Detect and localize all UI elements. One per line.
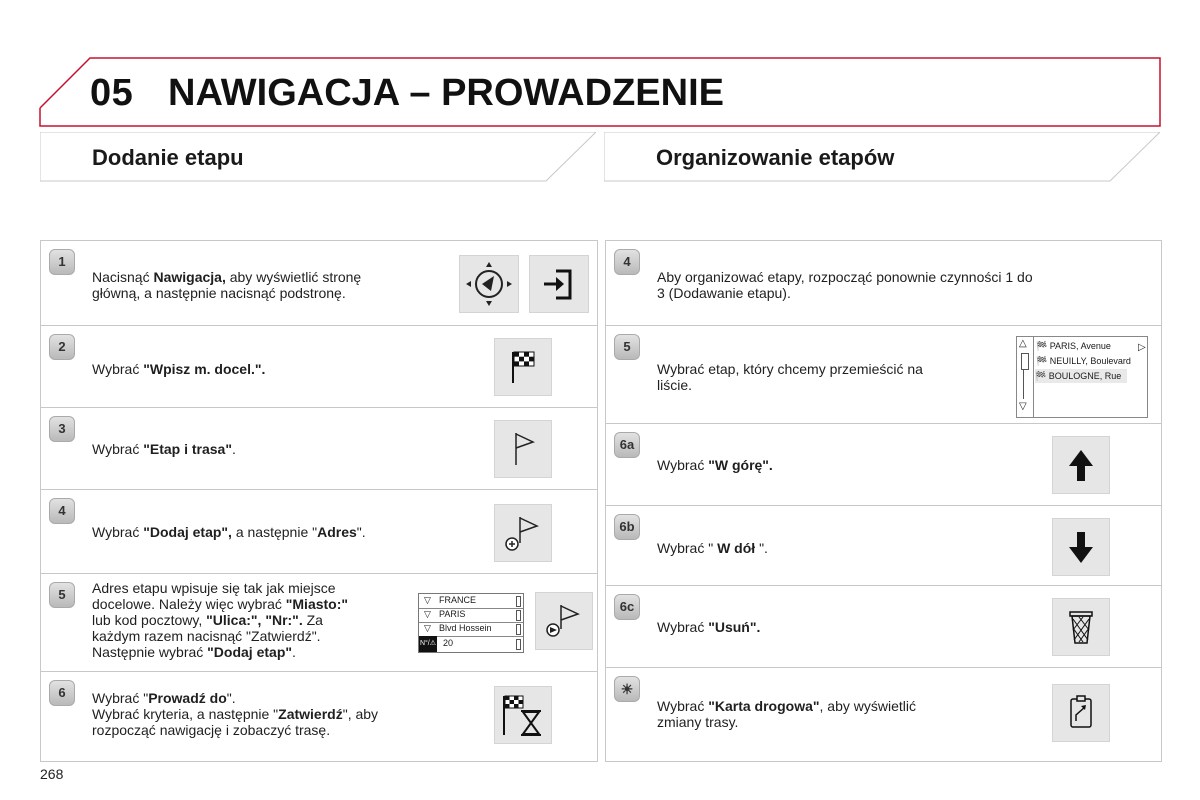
section-header-right (604, 132, 1160, 182)
guidance-hourglass-icon[interactable] (494, 686, 552, 744)
step-badge: 3 (49, 416, 75, 442)
step-row-6c (606, 585, 1161, 668)
chevron-down-icon: ▽ (424, 595, 431, 605)
submenu-arrow-icon[interactable] (529, 255, 589, 313)
step-text: Wybrać " W dół ". (657, 540, 768, 556)
trash-icon[interactable] (1052, 598, 1110, 656)
navigation-dial-icon[interactable] (459, 255, 519, 313)
chevron-down-icon: ▽ (424, 609, 431, 619)
right-steps-panel (605, 240, 1162, 762)
step-badge: 1 (49, 249, 75, 275)
step-row-4 (606, 241, 1161, 325)
step-row-6a (606, 423, 1161, 506)
step-badge: 2 (49, 334, 75, 360)
step-row-2 (41, 325, 597, 408)
section-title: Dodanie etapu (92, 145, 244, 170)
waypoint-name: PARIS, Avenue (1049, 341, 1111, 351)
checkered-flag-icon[interactable] (494, 338, 552, 396)
list-item[interactable] (419, 622, 523, 637)
step-badge: 6 (49, 680, 75, 706)
step-text: Wybrać "Karta drogowa", aby wyświetlić zmiany trasy. (657, 698, 916, 730)
scrollbar-track (1023, 369, 1024, 399)
step-row-6 (41, 671, 597, 762)
arrow-down-icon[interactable] (1052, 518, 1110, 576)
step-badge: 5 (614, 334, 640, 360)
step-text: Wybrać etap, który chcemy przemieścić na liście. (657, 361, 923, 393)
step-text: Wybrać "Dodaj etap", a następnie "Adres". (92, 524, 366, 540)
field-scroll-handle (516, 639, 521, 650)
step-row-5 (41, 573, 597, 672)
chevron-down-icon: ▽ (424, 623, 431, 633)
step-badge: 6b (614, 514, 640, 540)
scroll-down-icon[interactable]: ▽ (1019, 401, 1027, 412)
step-row-3 (41, 407, 597, 490)
step-text: Nacisnąć Nawigacja, aby wyświetlić stronę główną, a następnie nacisnąć podstronę. (92, 269, 362, 301)
chapter-number: 05 (90, 72, 134, 114)
number-field: 20 (443, 638, 454, 648)
waypoint-name: BOULOGNE, Rue (1048, 371, 1122, 381)
list-item[interactable]: 🏁 PARIS, Avenue (1036, 341, 1111, 351)
field-scroll-handle (516, 610, 521, 621)
tip-badge (614, 676, 640, 702)
number-field-label: N°/⚠ (419, 636, 437, 652)
city-field: PARIS (439, 609, 466, 619)
waypoint-name: NEUILLY, Boulevard (1049, 356, 1131, 366)
step-row-1 (41, 241, 597, 325)
list-divider (1033, 337, 1034, 417)
street-field: Blvd Hossein (439, 623, 492, 633)
step-text: Wybrać "Usuń". (657, 619, 761, 635)
scrollbar-thumb[interactable] (1021, 353, 1029, 370)
waypoint-list-icon (1016, 336, 1148, 418)
list-item[interactable]: 🏁 BOULOGNE, Rue (1035, 369, 1127, 383)
list-item[interactable] (419, 636, 523, 652)
page-number: 268 (40, 766, 64, 782)
chapter-title: NAWIGACJA – PROWADZENIE (168, 72, 724, 114)
step-text: Wybrać "W górę". (657, 457, 773, 473)
list-item[interactable] (419, 594, 523, 609)
field-scroll-handle (516, 624, 521, 635)
section-title: Organizowanie etapów (656, 145, 895, 170)
step-text: Wybrać "Etap i trasa". (92, 441, 236, 457)
waypoint-go-flag-icon[interactable] (535, 592, 593, 650)
city-field: FRANCE (439, 595, 477, 605)
sun-icon: ☀ (620, 681, 634, 697)
step-text: Wybrać "Prowadź do". Wybrać kryteria, a następnie "Zatwierdź", aby rozpocząć nawigację i zobaczyć trasę. (92, 690, 379, 738)
step-badge: 5 (49, 582, 75, 608)
step-badge: 4 (49, 498, 75, 524)
address-entry-screen (418, 593, 524, 653)
list-item[interactable]: 🏁 NEUILLY, Boulevard (1036, 356, 1131, 366)
left-steps-panel (40, 240, 598, 762)
flag-icon[interactable] (494, 420, 552, 478)
chevron-right-icon[interactable]: ▷ (1138, 342, 1146, 353)
field-scroll-handle (516, 596, 521, 607)
list-item[interactable] (419, 608, 523, 623)
step-row-5 (606, 325, 1161, 424)
section-header-left (40, 132, 596, 182)
step-badge: 6a (614, 432, 640, 458)
route-sheet-icon[interactable] (1052, 684, 1110, 742)
step-badge: 6c (614, 594, 640, 620)
step-row-tip (606, 667, 1161, 762)
step-text: Aby organizować etapy, rozpocząć ponownie czynności 1 do 3 (Dodawanie etapu). (657, 269, 1033, 301)
step-badge: 4 (614, 249, 640, 275)
scroll-up-icon[interactable]: △ (1019, 338, 1027, 349)
chapter-header-frame (0, 0, 1200, 140)
step-text: Wybrać "Wpisz m. docel.". (92, 361, 266, 377)
add-waypoint-flag-icon[interactable] (494, 504, 552, 562)
step-row-4 (41, 489, 597, 574)
step-text: Adres etapu wpisuje się tak jak miejsce docelowe. Należy więc wybrać "Miasto:" lub kod pocztowy, "Ulica:", "Nr:". Za każdym razem nacisnąć "Zatwierdź". Następnie wybrać "Dodaj etap". (92, 580, 349, 660)
arrow-up-icon[interactable] (1052, 436, 1110, 494)
step-row-6b (606, 505, 1161, 586)
